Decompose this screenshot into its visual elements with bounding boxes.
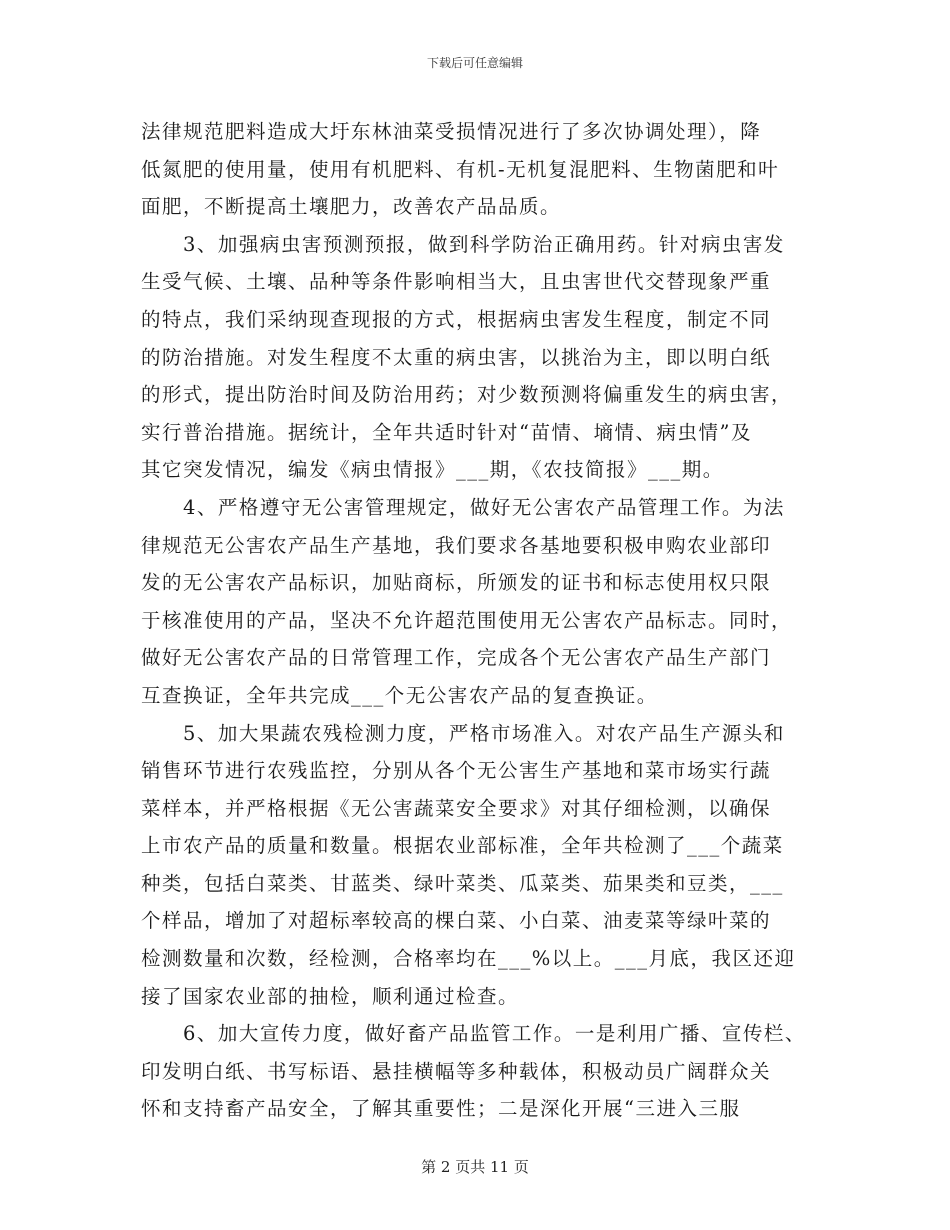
text-line: 法律规范肥料造成大圩东林油菜受损情况进行了多次协调处理），降 (141, 120, 762, 143)
text-line: 于核准使用的产品，坚决不允许超范围使用无公害农产品标志。同时， (141, 608, 793, 632)
text-line: 面肥，不断提高土壤肥力，改善农产品品质。 (141, 195, 562, 219)
document-body (141, 113, 821, 1128)
text-line: 互查换证，全年共完成___个无公害农产品的复查换证。 (141, 683, 658, 707)
text-line: 的防治措施。对发生程度不太重的病虫害，以挑治为主，即以明白纸 (141, 345, 772, 369)
text-line: 生受气候、土壤、品种等条件影响相当大，且虫害世代交替现象严重 (141, 270, 772, 294)
text-line: 菜样本，并严格根据《无公害蔬菜安全要求》对其仔细检测，以确保 (141, 796, 772, 820)
text-line: 接了国家农业部的抽检，顺利通过检查。 (141, 984, 520, 1008)
text-line: 低氮肥的使用量，使用有机肥料、有机-无机复混肥料、生物菌肥和叶 (141, 157, 780, 181)
text-line: 3、加强病虫害预测预报，做到科学防治正确用药。针对病虫害发 (141, 232, 785, 256)
page-footer: 第 2 页共 11 页 (421, 1158, 529, 1176)
text-line: 做好无公害农产品的日常管理工作，完成各个无公害农产品生产部门 (141, 646, 772, 670)
text-line: 5、加大果蔬农残检测力度，严格市场准入。对农产品生产源头和 (141, 721, 785, 745)
page-header: 下载后可任意编辑 (426, 56, 523, 70)
text-line: 个样品，增加了对超标率较高的棵白菜、小白菜、油麦菜等绿叶菜的 (141, 909, 772, 933)
text-line: 实行普治措施。据统计，全年共适时针对“苗情、墒情、病虫情”及 (141, 420, 752, 444)
text-line: 检测数量和次数，经检测，合格率均在___%以上。___月底，我区还迎 (141, 947, 796, 971)
text-line: 6、加大宣传力度，做好畜产品监管工作。一是利用广播、宣传栏、 (141, 1022, 806, 1046)
text-line: 发的无公害农产品标识，加贴商标，所颁发的证书和标志使用权只限 (141, 571, 772, 595)
text-line: 种类，包括白菜类、甘蓝类、绿叶菜类、瓜菜类、茄果类和豆类，___ (141, 871, 784, 895)
text-line: 印发明白纸、书写标语、悬挂横幅等多种载体，积极动员广阔群众关 (141, 1059, 772, 1083)
text-line: 4、严格遵守无公害管理规定，做好无公害农产品管理工作。为法 (141, 495, 785, 519)
text-line: 销售环节进行农残监控，分别从各个无公害生产基地和菜市场实行蔬 (141, 759, 772, 783)
text-line: 的形式，提出防治时间及防治用药；对少数预测将偏重发生的病虫害， (141, 383, 793, 407)
text-line: 律规范无公害农产品生产基地，我们要求各基地要积极申购农业部印 (141, 533, 772, 557)
text-line: 上市农产品的质量和数量。根据农业部标准，全年共检测了___个蔬菜 (141, 834, 784, 858)
text-line: 的特点，我们采纳现查现报的方式，根据病虫害发生程度，制定不同 (141, 307, 772, 331)
text-line: 怀和支持畜产品安全，了解其重要性；二是深化开展“三进入三服 (141, 1097, 741, 1121)
text-line: 其它突发情况，编发《病虫情报》___期，《农技简报》___期。 (141, 458, 724, 482)
